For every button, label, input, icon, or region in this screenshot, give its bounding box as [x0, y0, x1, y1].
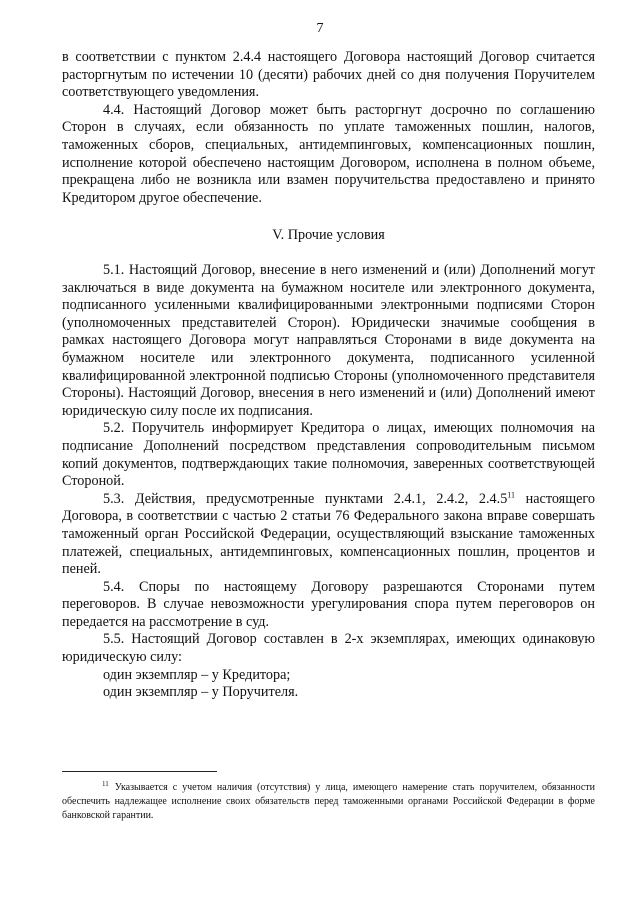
paragraph-5-3 — [62, 491, 595, 579]
page-number: 7 — [316, 21, 324, 36]
paragraph-5-1: 5.1. Настоящий Договор, внесение в него изменений и (или) Дополнений могут заключаться в виде документа на бумажном носителе или электронного документа, подписанного усиленными квалифицированными электронными подписями Сторон (уполномоченных представителей Сторон). Юридически значимые сообщения в рамках настоящего Договора могут направляться Сторонами в виде документа на бумажном носителе или электронного документа, подписанного усиленной квалифицированной электронной подписью Стороны (уполномоченного представителя Стороны). Настоящий Договор, внесения в него изменений и (или) Дополнений имеют юридическую силу после их подписания. — [62, 262, 595, 419]
copy-creditor: один экземпляр – у Кредитора; — [103, 666, 291, 683]
paragraph-4-4: 4.4. Настоящий Договор может быть расторгнут досрочно по соглашению Сторон в случаях, если обязанность по уплате таможенных пошлин, налогов, таможенных сборов, специальных, антидемпинговых, компенсационных пошлин, исполнение которой обеспечено настоящим Договором, исполнена в полном объеме, прекращена либо не возникла или взамен поручительства предоставлено и принято Кредитором другое обеспечение. — [62, 101, 595, 206]
section-4-continuation — [62, 49, 595, 207]
paragraph-4-3-end: в соответствии с пунктом 2.4.4 настоящего Договора настоящий Договор считается расторгнутым по истечении 10 (десяти) рабочих дней со дня получения Поручителем соответствующего уведомления. — [62, 49, 595, 101]
footnote-mark: 11 — [102, 779, 109, 788]
paragraph-5-5: 5.5. Настоящий Договор составлен в 2-х экземплярах, имеющих одинаковую юридическую силу: — [62, 631, 595, 666]
section-5 — [62, 262, 595, 702]
paragraph-5-2: 5.2. Поручитель информирует Кредитора о лицах, имеющих полномочия на подписание Дополнений посредством представления сопроводительным письмом копий документов, подтверждающих такие полномочия, заверенных соответствующей Стороной. — [62, 420, 595, 490]
footnote — [62, 781, 595, 823]
paragraph-5-3-rest: настоящего Договора, в соответствии с частью 2 статьи 76 Федерального закона вправе совершать таможенный орган Российской Федерации, осуществляющий взыскание таможенных платежей, специальных, антидемпинговых, компенсационных пошлин, процентов и пеней. — [62, 490, 595, 578]
footnote-separator — [62, 771, 217, 772]
section-heading: V. Прочие условия — [272, 227, 385, 243]
footnote-reference[interactable]: 11 — [507, 489, 515, 499]
copy-guarantor: один экземпляр – у Поручителя. — [103, 684, 299, 701]
footnote-text: Указывается с учетом наличия (отсутствия) у лица, имеющего намерение стать поручителем, обязанности обеспечить надлежащее исполнение своих обязательств перед таможенными органами Российской Федерации в форме банковской гарантии. — [62, 782, 595, 821]
paragraph-5-4: 5.4. Споры по настоящему Договору разрешаются Сторонами путем переговоров. В случае невозможности урегулирования спора путем переговоров он передается на рассмотрение в суд. — [62, 578, 595, 630]
paragraph-5-3-start: 5.3. Действия, предусмотренные пунктами 2.4.1, 2.4.2, 2.4.5 — [103, 490, 508, 507]
